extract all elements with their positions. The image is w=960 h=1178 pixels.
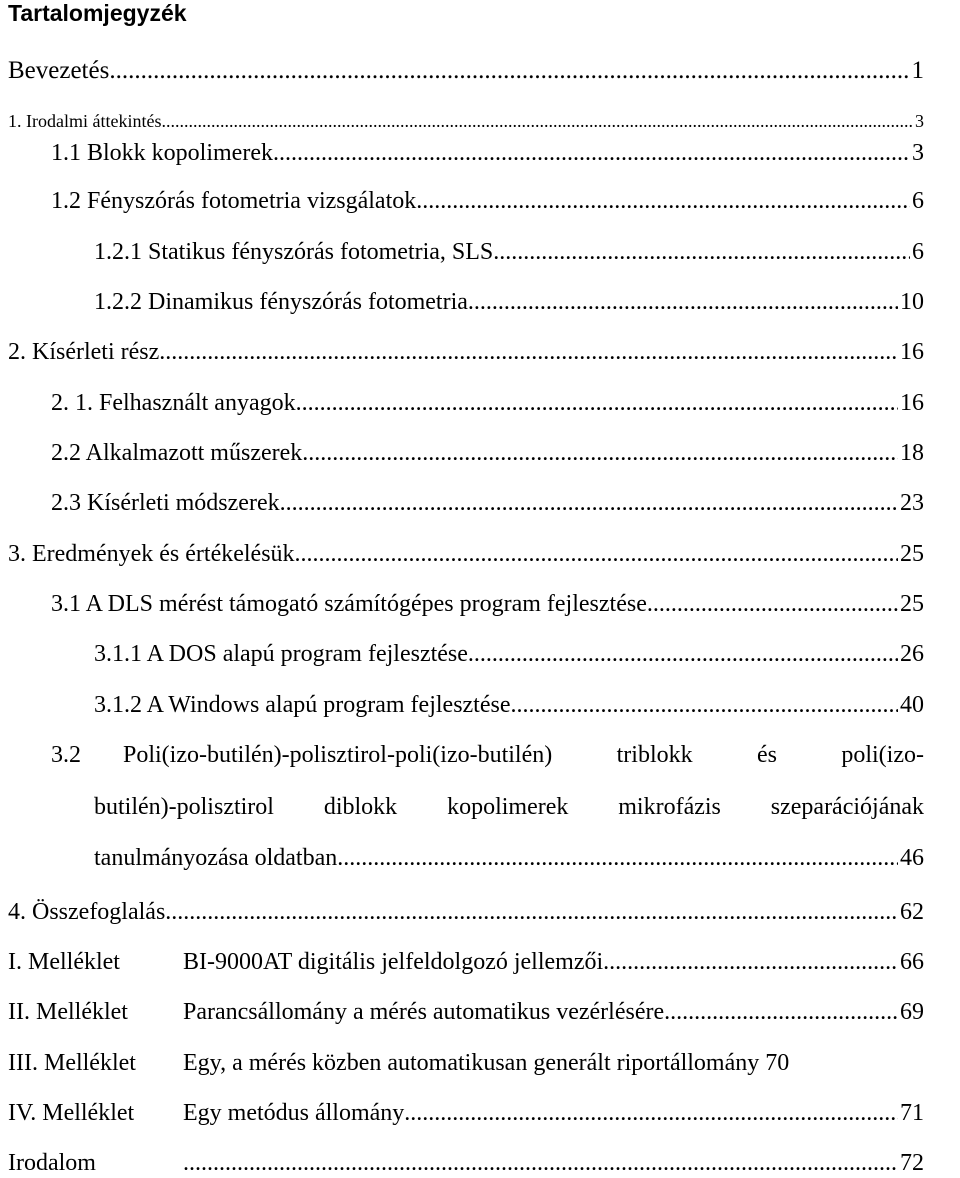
toc-entry[interactable] (51, 388, 924, 418)
toc-entry-page: 3 (912, 140, 924, 166)
toc-entry[interactable] (8, 56, 924, 86)
toc-entry[interactable] (51, 138, 924, 168)
toc-entry-page: 40 (900, 692, 924, 718)
toc-entry[interactable] (94, 690, 924, 720)
toc-entry-text: 3. Eredmények és értékelésük (8, 541, 295, 567)
toc-entry-text: 1.2.1 Statikus fényszórás fotometria, SLS (94, 239, 494, 265)
annex-text: Parancsállomány a mérés automatikus vezérlésére (183, 999, 665, 1025)
annex-label: II. Melléklet (8, 999, 128, 1025)
annex-page: 71 (900, 1100, 924, 1126)
toc-entry[interactable] (51, 186, 924, 216)
annex-page: 66 (900, 949, 924, 975)
toc-entry-line-1 (51, 740, 924, 770)
toc-entry-line-2 (94, 792, 924, 822)
toc-entry-page: 46 (900, 845, 924, 871)
toc-entry-line-3 (94, 843, 924, 873)
toc-entry-text: 1.2.2 Dinamikus fényszórás fotometria (94, 289, 468, 315)
toc-entry[interactable] (94, 639, 924, 669)
toc-entry[interactable] (51, 438, 924, 468)
toc-entry[interactable] (8, 106, 924, 136)
toc-leader (404, 1098, 898, 1128)
toc-leader (296, 388, 898, 418)
toc-leader (159, 337, 898, 367)
toc-entry-page: 16 (900, 390, 924, 416)
toc-entry-page: 3 (915, 111, 924, 131)
toc-entry-text: 4. Összefoglalás (8, 899, 166, 925)
toc-entry-number: 3.2 (51, 742, 81, 768)
toc-entry-text: 2. Kísérleti rész (8, 339, 160, 365)
toc-leader (493, 237, 910, 267)
toc-entry-text: Poli(izo-butilén)-polisztirol-poli(izo-butilén) triblokk és poli(izo- (123, 742, 924, 768)
toc-entry-text: 2. 1. Felhasznált anyagok (51, 390, 296, 416)
toc-leader (337, 843, 898, 873)
toc-entry-text: 3.1.1 A DOS alapú program fejlesztése (94, 641, 468, 667)
toc-leader (161, 106, 913, 136)
toc-entry-page: 16 (900, 339, 924, 365)
toc-entry-text: Bevezetés (8, 57, 110, 84)
toc-annex[interactable] (8, 1098, 924, 1128)
toc-entry-text: butilén)-polisztirol diblokk kopolimerek mikrofázis szeparációjának (94, 794, 924, 820)
toc-entry-page: 6 (912, 239, 924, 265)
toc-entry-page: 6 (912, 188, 924, 214)
toc-leader (165, 897, 898, 927)
toc-entry-page: 10 (900, 289, 924, 315)
toc-leader (647, 589, 898, 619)
toc-entry[interactable] (94, 237, 924, 267)
toc-entry-page: 62 (900, 899, 924, 925)
toc-leader (280, 488, 898, 518)
toc-title: Tartalomjegyzék (8, 0, 187, 26)
toc-entry-text: 3.1.2 A Windows alapú program fejlesztése (94, 692, 511, 718)
toc-entry[interactable] (51, 488, 924, 518)
annex-label: I. Melléklet (8, 949, 120, 975)
toc-leader (603, 947, 898, 977)
annex-label: IV. Melléklet (8, 1100, 135, 1126)
toc-entry-text: 2.3 Kísérleti módszerek (51, 490, 280, 516)
toc-leader (664, 997, 898, 1027)
toc-entry-text: 1.1 Blokk kopolimerek (51, 140, 273, 166)
toc-leader (416, 186, 910, 216)
toc-leader (511, 690, 899, 720)
annex-page: 70 (765, 1050, 790, 1076)
toc-entry-text: tanulmányozása oldatban (94, 845, 338, 871)
toc-leader (273, 138, 910, 168)
annex-text: BI-9000AT digitális jelfeldolgozó jellemzői (183, 949, 604, 975)
toc-entry-text: 1.2 Fényszórás fotometria vizsgálatok (51, 188, 417, 214)
annex-label: Irodalom (8, 1150, 96, 1176)
toc-entry[interactable] (94, 287, 924, 317)
toc-entry-page: 18 (900, 440, 924, 466)
annex-label: III. Melléklet (8, 1050, 136, 1076)
toc-entry-page: 25 (900, 541, 924, 567)
annex-text: Egy metódus állomány (183, 1100, 405, 1126)
toc-entry-page: 26 (900, 641, 924, 667)
toc-entry-page: 23 (900, 490, 924, 516)
toc-annex[interactable] (8, 1048, 924, 1078)
toc-annex[interactable] (8, 1148, 924, 1178)
toc-entry[interactable] (8, 337, 924, 367)
toc-entry-page: 1 (911, 57, 924, 84)
toc-entry-text: 2.2 Alkalmazott műszerek (51, 440, 303, 466)
toc-leader (468, 287, 898, 317)
toc-entry[interactable] (51, 589, 924, 619)
toc-entry-text: 1. Irodalmi áttekintés (8, 111, 162, 131)
toc-leader (183, 1148, 898, 1178)
toc-annex[interactable] (8, 947, 924, 977)
toc-leader (295, 539, 898, 569)
toc-entry[interactable] (8, 897, 924, 927)
toc-entry-page: 25 (900, 591, 924, 617)
annex-text: Egy, a mérés közben automatikusan generált riportállomány (183, 1050, 760, 1076)
annex-page: 72 (900, 1150, 924, 1176)
toc-entry-text: 3.1 A DLS mérést támogató számítógépes program fejlesztése (51, 591, 647, 617)
toc-annex[interactable] (8, 997, 924, 1027)
annex-page: 69 (900, 999, 924, 1025)
toc-leader (109, 56, 909, 86)
toc-leader (302, 438, 898, 468)
toc-leader (468, 639, 898, 669)
toc-entry[interactable] (8, 539, 924, 569)
